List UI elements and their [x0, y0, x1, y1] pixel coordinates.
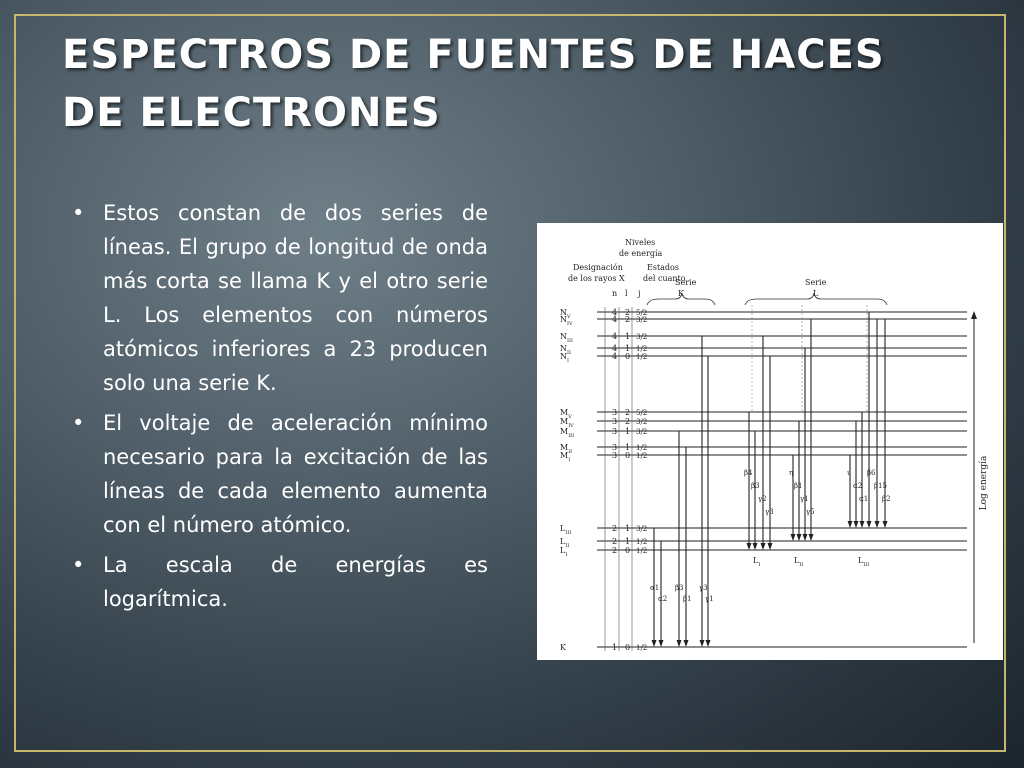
diagram-labels [560, 238, 989, 652]
level-n-value: 1 [612, 643, 618, 652]
level-l-value: 0 [625, 451, 631, 460]
level-j-value: 3/2 [636, 333, 648, 341]
level-name-label: $L_{III}$ [560, 524, 572, 536]
level-j-value: 3/2 [636, 418, 648, 426]
level-j-value: 1/2 [636, 452, 648, 460]
transition-arrows [652, 311, 978, 647]
column-j-header: j [638, 289, 641, 298]
level-n-value: 4 [612, 344, 618, 353]
l-subseries-label: $L_I$ [753, 556, 761, 568]
l1-line-label: β4 [744, 469, 753, 477]
level-n-value: 3 [612, 451, 618, 460]
bullet-list [72, 196, 488, 622]
k-line-label: α2 [658, 595, 668, 603]
level-l-value: 2 [625, 308, 631, 317]
l2-line-label: η [789, 469, 794, 477]
l1-line-label: β3 [751, 482, 760, 490]
level-name-label: $L_I$ [560, 546, 568, 558]
level-n-value: 4 [612, 332, 618, 341]
level-n-value: 2 [612, 537, 618, 546]
serie-k-label: K [678, 289, 684, 298]
level-j-value: 3/2 [636, 428, 648, 436]
level-name-label: $M_{III}$ [560, 427, 575, 439]
l-subseries-label: $L_{III}$ [858, 556, 870, 568]
level-n-value: 3 [612, 417, 618, 426]
bullet-item [72, 406, 488, 542]
l1-series-arrow-head [768, 543, 773, 550]
l1-series-arrow-head [747, 543, 752, 550]
header-estados-label: del cuanto [643, 274, 686, 283]
log-energy-axis-label: Log energía [979, 455, 989, 511]
level-name-label: $N_V$ [560, 308, 571, 320]
l3-series-arrow-head [854, 521, 859, 528]
level-n-value: 3 [612, 408, 618, 417]
level-name-label: $M_{II}$ [560, 443, 573, 455]
level-name-label: $N_{IV}$ [560, 315, 573, 327]
l1-series-arrow-head [753, 543, 758, 550]
k-series-arrow-head [684, 640, 689, 647]
header-niveles-label: Niveles [625, 238, 656, 247]
level-n-value: 2 [612, 524, 618, 533]
l1-line-label: γ2 [758, 495, 767, 503]
level-j-value: 3/2 [636, 316, 648, 324]
k-line-label: α1 [650, 584, 660, 592]
k-series-arrow-head [659, 640, 664, 647]
k-line-label: β1 [683, 595, 692, 603]
level-n-value: 2 [612, 546, 618, 555]
log-energy-axis-head [971, 311, 977, 319]
header-niveles-label: de energía [619, 249, 663, 258]
bullet-dot-icon: • [72, 411, 85, 435]
level-j-value: 1/2 [636, 444, 648, 452]
l3-line-label: β2 [882, 495, 891, 503]
l2-series-arrow-head [791, 534, 796, 541]
level-j-value: 1/2 [636, 547, 648, 555]
l3-line-label: α1 [859, 495, 869, 503]
l2-series-arrow-head [809, 534, 814, 541]
bullet-text: La escala de energías es logarítmica. [103, 553, 488, 611]
header-estados-label: Estados [647, 263, 679, 272]
level-n-value: 3 [612, 443, 618, 452]
level-j-value: 3/2 [636, 525, 648, 533]
k-line-label: β3 [675, 584, 684, 592]
l1-series-arrow-head [761, 543, 766, 550]
level-n-value: 4 [612, 308, 618, 317]
level-name-label: $N_I$ [560, 352, 569, 364]
l-subseries-label: $L_{II}$ [794, 556, 804, 568]
level-l-value: 1 [625, 332, 631, 341]
l3-series-arrow-head [867, 521, 872, 528]
level-l-value: 1 [625, 524, 631, 533]
level-n-value: 3 [612, 427, 618, 436]
l2-line-label: β1 [794, 482, 803, 490]
level-j-value: 1/2 [636, 345, 648, 353]
level-name-label: K [560, 643, 566, 652]
l3-series-arrow-head [848, 521, 853, 528]
bullet-text: El voltaje de aceleración mínimo necesario para la excitación de las líneas de cada elemento aumenta con el número atómico. [103, 411, 488, 537]
serie-l-label: L [813, 289, 819, 298]
level-j-value: 1/2 [636, 644, 648, 652]
k-line-label: γ3 [699, 584, 708, 592]
serie-k-label: Serie [675, 278, 697, 287]
level-name-label: $N_{II}$ [560, 344, 571, 356]
l1-line-label: γ3 [765, 508, 774, 516]
serie-l-label: Serie [805, 278, 827, 287]
slide-title: ESPECTROS DE FUENTES DE HACES DE ELECTRONES [62, 32, 885, 136]
l2-line-label: γ5 [806, 508, 815, 516]
level-n-value: 4 [612, 352, 618, 361]
level-l-value: 0 [625, 546, 631, 555]
bullet-dot-icon: • [72, 553, 85, 577]
l2-series-arrow-head [803, 534, 808, 541]
l3-line-label: α2 [853, 482, 863, 490]
level-name-label: $M_I$ [560, 451, 571, 463]
l3-series-arrow-head [875, 521, 880, 528]
k-series-arrow-head [706, 640, 711, 647]
level-j-value: 5/2 [636, 409, 648, 417]
level-l-value: 0 [625, 643, 631, 652]
level-name-label: $N_{III}$ [560, 332, 573, 344]
bullet-item [72, 548, 488, 616]
bullet-dot-icon: • [72, 201, 85, 225]
level-name-label: $M_V$ [560, 408, 572, 420]
header-designacion-label: de los rayos X [568, 274, 625, 283]
l3-line-label: ι [847, 469, 850, 477]
l3-line-label: β15 [874, 482, 887, 490]
level-n-value: 4 [612, 315, 618, 324]
l2-line-label: γ1 [800, 495, 809, 503]
k-line-label: γ1 [705, 595, 714, 603]
level-j-value: 1/2 [636, 353, 648, 361]
energy-level-diagram-svg [537, 223, 1003, 660]
level-l-value: 0 [625, 352, 631, 361]
level-j-value: 1/2 [636, 538, 648, 546]
column-l-header: l [625, 289, 628, 298]
level-l-value: 1 [625, 443, 631, 452]
level-l-value: 1 [625, 427, 631, 436]
level-l-value: 1 [625, 537, 631, 546]
l3-line-label: β6 [867, 469, 876, 477]
l2-series-arrow-head [797, 534, 802, 541]
energy-levels [597, 293, 967, 651]
bullet-item [72, 196, 488, 400]
level-j-value: 5/2 [636, 309, 648, 317]
level-l-value: 2 [625, 417, 631, 426]
bullet-text: Estos constan de dos series de líneas. El grupo de longitud de onda más corta se llama K y el otro serie L. Los elementos con números atómicos inferiores a 23 producen solo una serie K. [103, 201, 488, 395]
k-series-arrow-head [700, 640, 705, 647]
k-series-arrow-head [677, 640, 682, 647]
level-l-value: 2 [625, 408, 631, 417]
level-name-label: $L_{II}$ [560, 537, 570, 549]
level-l-value: 1 [625, 344, 631, 353]
level-name-label: $M_{IV}$ [560, 417, 574, 429]
header-designacion-label: Designación [573, 263, 623, 272]
l3-series-arrow-head [883, 521, 888, 528]
level-l-value: 2 [625, 315, 631, 324]
k-series-arrow-head [652, 640, 657, 647]
energy-level-diagram [537, 223, 1003, 660]
column-n-header: n [612, 289, 618, 298]
l3-series-arrow-head [860, 521, 865, 528]
